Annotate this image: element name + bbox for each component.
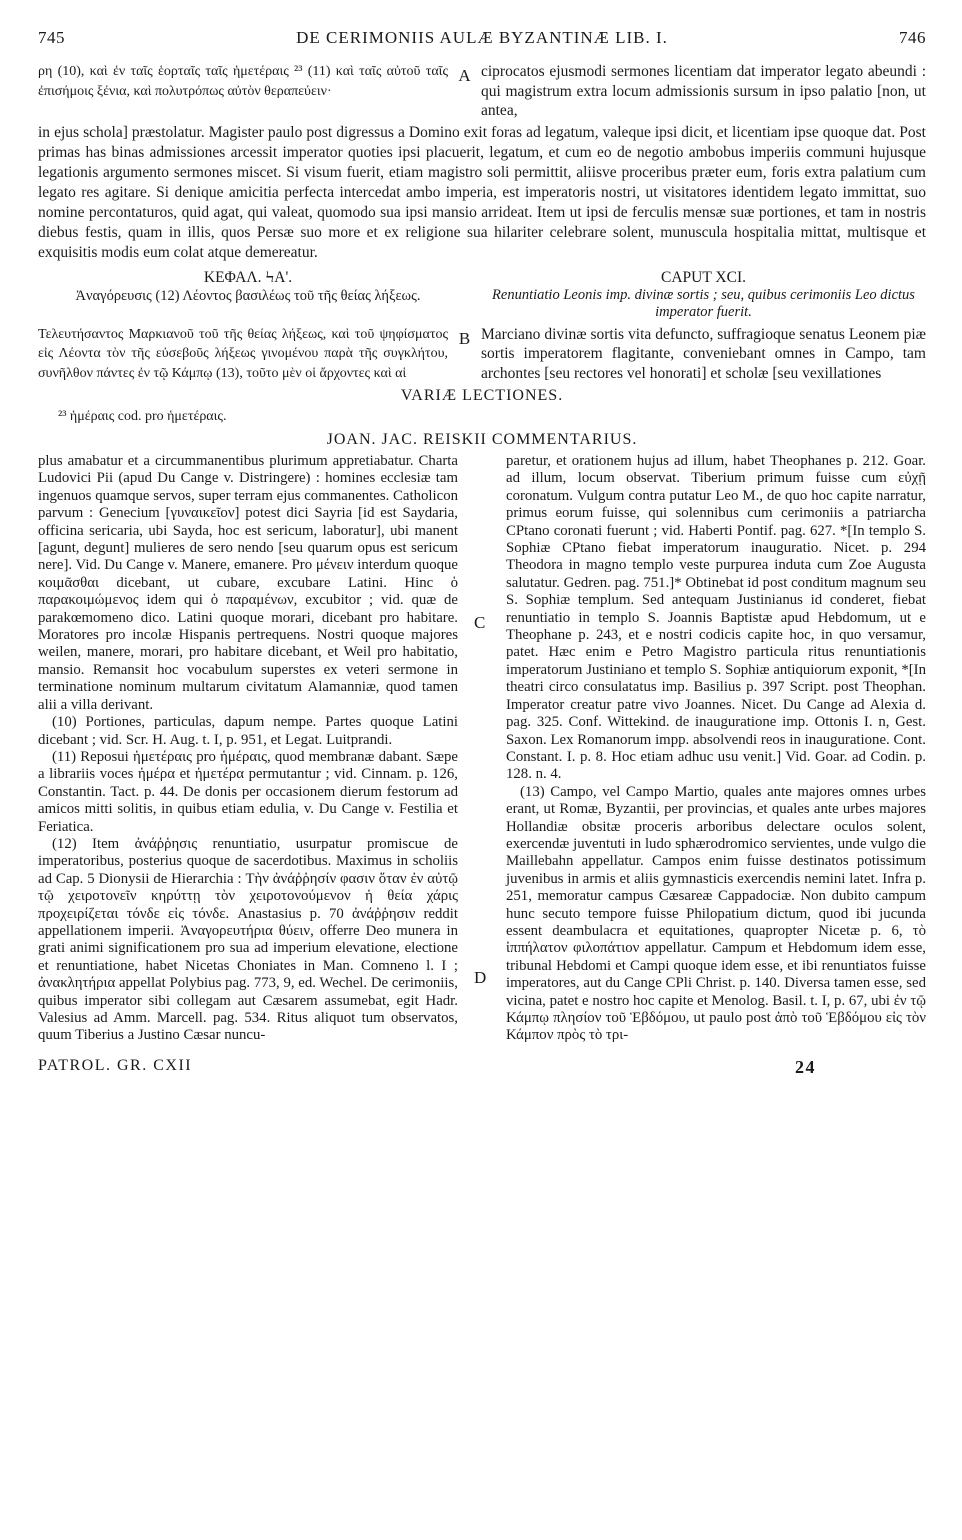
variant-reading-note: ²³ ἡμέραις cod. pro ἡμετέραις. [58,409,227,424]
latin-chapter-text: Marciano divinæ sortis vita defuncto, suffragioque senatus Leonem piæ sortis imperatorem flagitante, conveniebant omnes in Campo, tam archontes [seu rectores vel honorati] et scholæ [seu vexillationes [481,325,926,382]
commentary-paragraph: (13) Campo, vel Campo Martio, quales ante majores omnes urbes erant, ut Romæ, Byzantii, per provincias, et quales ante urbes majores Hollandiæ obsitæ proceris arboribus delectare oculos solent, exercendæ juventuti in ludo sphærodromico servientes, unde vulgo die Maillebahn appellatur. Campos enim fuisse destinatos potissimum juvenibus in armis et aliis gymnasticis exercendis nemini latet. Infra p. 251, memoratur campus Cæsareæ Cappadociæ. Non dubito campum hunc secuto tempore fuisse Philopatium dictum, quod ibi jucunda essent deambulacra et equitationes, quapropter Nicetæ p. 6, τὸ ἱππήλατον φιλοπάτιον appellatur. Campum et Hebdomum idem esse, tribunal Hebdomi et Campi quoque idem esse, et ibi renuntiatos fuisse imperatores, aut du Cange CPli Christ. p. 140. Diversa tamen esse, sed vicina, patet e nostro hoc capite et Menolog. Basil. t. I, p. 67, ubi ἐν τῷ Κάμπῳ πλησίον τοῦ Ἑβδόμου, ut paulo post ἀπὸ τοῦ Ἑβδόμου εἰς τὸν Κάμπον πρὸς τὸ τρι- [506,783,926,1044]
commentary-paragraph: paretur, et orationem hujus ad illum, habet Theophanes p. 212. Goar. ad illum, locum observat. Tiberium primum fuisse cum εὐχῇ coronatum. Vulgum contra putatur Leo M., de quo hoc capite narratur, primus eorum fuisse, qui solennibus cum cerimoniis a patriarcha CPtano coronati fuerunt ; vid. Haberti Pontif. pag. 627. *[In templo S. Sophiæ CPtano fiebat imperatorum inauguratio. Nicet. p. 294 Theodora in magno templo veste purpurea induta cum Zoe Augusta salutatur. Gedren. pag. 751.]* Obtinebat id post conditum magnum seu S. Sophiæ templum. Sed antequam Justinianus id conderet, fiebat renuntiatio in templo S. Joannis Baptistæ apud Hebdomum, ut e Theophane p. 243, et e nostri codicis capite hoc, in quo versamur, patet. Hæc enim e Petro Magistro particula ritus renuntiationis imperatorum Justiniano et templo S. Sophiæ antiquiorum exponit, *[In theatri circo consulatatus imp. Basilius p. 397 Script. post Theophan. Imperator creatur patre vivo Joannes. Nicet. Du Cange ad Alexia d. pag. 325. Conf. Wittekind. de inauguratione imp. Ottonis I. n, Gest. Saxon. Lex Romanorum impp. absolvendi reos in inauguratione. Cont. Constant. I. p. 8. Hoc etiam adhuc usu venit.] Vid. Goar. ad Codin. p. 128. n. 4. [506,453,926,783]
greek-chapter-subtitle: Ἀναγόρευσις (12) Λέοντος βασιλέως τοῦ τῆς θείας λήξεως. [75,287,421,304]
chapter-headings [38,269,926,287]
signature-number: 24 [795,1056,816,1077]
running-title: DE CERIMONIIS AULÆ BYZANTINÆ LIB. I. [296,28,668,47]
patrologia-reference: PATROL. GR. CXII [38,1056,193,1074]
latin-text-top: ciprocatos ejusmodi sermones licentiam dat imperator legato abeundi : qui magistrum extra locum admissionis sursum in ipso palatio [non, ut antea, [481,63,926,119]
chapter-body [38,325,926,384]
commentary-paragraph: (12) Item ἀνάῤῥησις renuntiatio, usurpatur promiscue de imperatoribus, posterius quoque de sacerdotibus. Maximus in scholiis ad Cap. 5 Dionysii de Hierarchia : Τὴν ἀνάῤῥησίν φασιν ὅταν ἐν αὐτῷ τῷ χειροτονεῖν κηρύττῃ τὸν χειροτονούμενον ἡ θεία χάρις προχειρίζεται τόνδε εἰς τόνδε. Anastasius p. 70 ἀνάῤῥησιν reddit appellationem imperii. Ἀναγορευτήρια θύειν, offerre Deo munera in grati animi significationem pro sua ad imperium elevatione, electione et renuntiatione, habet Nicetas Choniates in Man. Comneno l. I ; ἀνακλητήρια appellat Polybius pag. 773, 9, ed. Wechel. De cerimoniis, quibus imperator sibi collegam aut Cæsarem assumebat, egit Hadr. Valesius ad Amm. Marcell. pag. 534. Ritus aliquot tum observatos, quum Tiberius a Justino Cæsar nuncu- [38,835,458,1044]
greek-text-top: ρη (10), καὶ ἐν ταῖς ἑορταῖς ταῖς ἡμετέραις ²³ (11) καὶ ταῖς αὐτοῦ ταῖς ἐπισήμοις ξένια, καὶ πολυτρόπως αὐτὸν θεραπεύειν· [38,64,448,99]
margin-marker-d: D [474,968,487,987]
margin-marker-a: A [458,66,471,85]
variae-lectiones-heading: VARIÆ LECTIONES. [400,387,564,404]
main-latin-paragraph: in ejus schola] præstolatur. Magister paulo post digressus a Domino exit foras ad legatum, valeque ipsi dicit, et licentiam ipse quoque dat. Post primas has binas admissiones arcessit imperator quoties ipsi placuerit, legatum, et cum eo de negotio ambobus imperiis communi hujusque legationis argumento sermones miscet. Si visum fuerit, etiam magistro soli permittit, aliisve proceribus præter eum, foris extra palatium cum legato res agitare. Si denique amicitia perfecta intercedat ambo imperia, est imperatoris nostri, ut visitatores identidem legato immittat, suo nomine percontaturos, quid agat, qui valeat, quomodo sua ipsi mansio arrideat. Item ut ipsi de ferculis mensæ suæ portiones, et tam in nostris diebus festis, quam in illis, quos Persæ suo more et ex religione sua hilariter celebrare solent, munuscula hospitalia mittat, multisque et exquisitis modis eum colat atque demereatur. [38,123,926,261]
page-number-left: 745 [38,28,65,47]
commentary-right-column [506,453,926,1045]
commentary-margin [470,453,494,1045]
greek-chapter-text: Τελευτήσαντος Μαρκιανοῦ τοῦ τῆς θείας λήξεως, καὶ τοῦ ψηφίσματος εἰς Λέοντα τὸν τῆς εὐσεβοῦς λήξεως γινομένου παρὰ τῆς συγκλήτου, συνῆλθον πάντες ἐν τῷ Κάμπῳ (13), τοῦτο μὲν οἱ ἄρχοντες καὶ αἱ [38,326,448,381]
commentary-paragraph: (10) Portiones, particulas, dapum nempe. Partes quoque Latini dicebant ; vid. Scr. H. Aug. t. I, p. 951, et Legat. Luitprandi. [38,714,458,748]
page-number-right: 746 [898,28,926,47]
page-footer [38,1057,926,1078]
commentary-paragraph: (11) Reposui ἡμετέραις pro ἡμέραις, quod membranæ dabant. Sæpe a librariis voces ἡμέρα et ἡμετέρα permutantur ; vid. Cinnam. p. 126, Constantin. Tact. p. 44. De donis per occasionem dierum festorum ad amicos mitti solitis, in quibus etiam edulia, v. Du Cange v. Festilia et Feriatica. [38,748,458,835]
commentary-columns [38,453,926,1045]
latin-chapter-subtitle: Renuntiatio Leonis imp. divinæ sortis ; seu, quibus cerimoniis Leo dictus imperator fuerit. [492,286,915,320]
commentary-paragraph: plus amabatur et a circummanentibus plurimum appretiabatur. Charta Ludovici Pii (apud Du Cange v. Distringere) : homines ecclesiæ tam ingenuos quamque servos, super terram ejus commanentes. Catholicon parvum : Genecium [γυναικεῖον] potest dici Sayria [id est Saydaria, officina sericaria, ubi Sayda, hoc est sericum, laboratur], ubi manent [agunt, degunt] mulieres de sero nendo [seu quarum opus est sericum nere]. Vid. Du Cange v. Manere, emanere. Pro μένειν interdum quoque κοιμᾶσθαι dicebant, ut cubare, excubare Latini. Hinc ὁ παρακοιμώμενος idem qui ὁ παραμένων, excubitor ; vid. quæ de parakœmomeno dico. Latini quoque morari, dicebant pro habitare. Moratores pro incolæ Hispanis pertrequens. Nostri quoque majores weilen, manere, morari, pro habitare dicebant, et Weil pro habitatio, mansio. Remansit hoc vocabulum superstes ex veteri sermone in terminatione nominum multarum civitatum Alamanniæ, quod tamen alii a villa derivant. [38,453,458,713]
commentary-heading: JOAN. JAC. REISKII COMMENTARIUS. [326,431,638,448]
margin-marker-c: C [474,613,486,632]
latin-chapter-heading: CAPUT XCI. [661,268,746,286]
margin-marker-b: B [458,328,471,348]
greek-chapter-heading: ΚΕΦΑΛ. ϞΑ'. [203,268,293,286]
page [38,28,926,1078]
top-block [38,62,926,121]
running-head [38,28,926,48]
commentary-left-column [38,453,458,1045]
chapter-subtitles [38,287,926,321]
